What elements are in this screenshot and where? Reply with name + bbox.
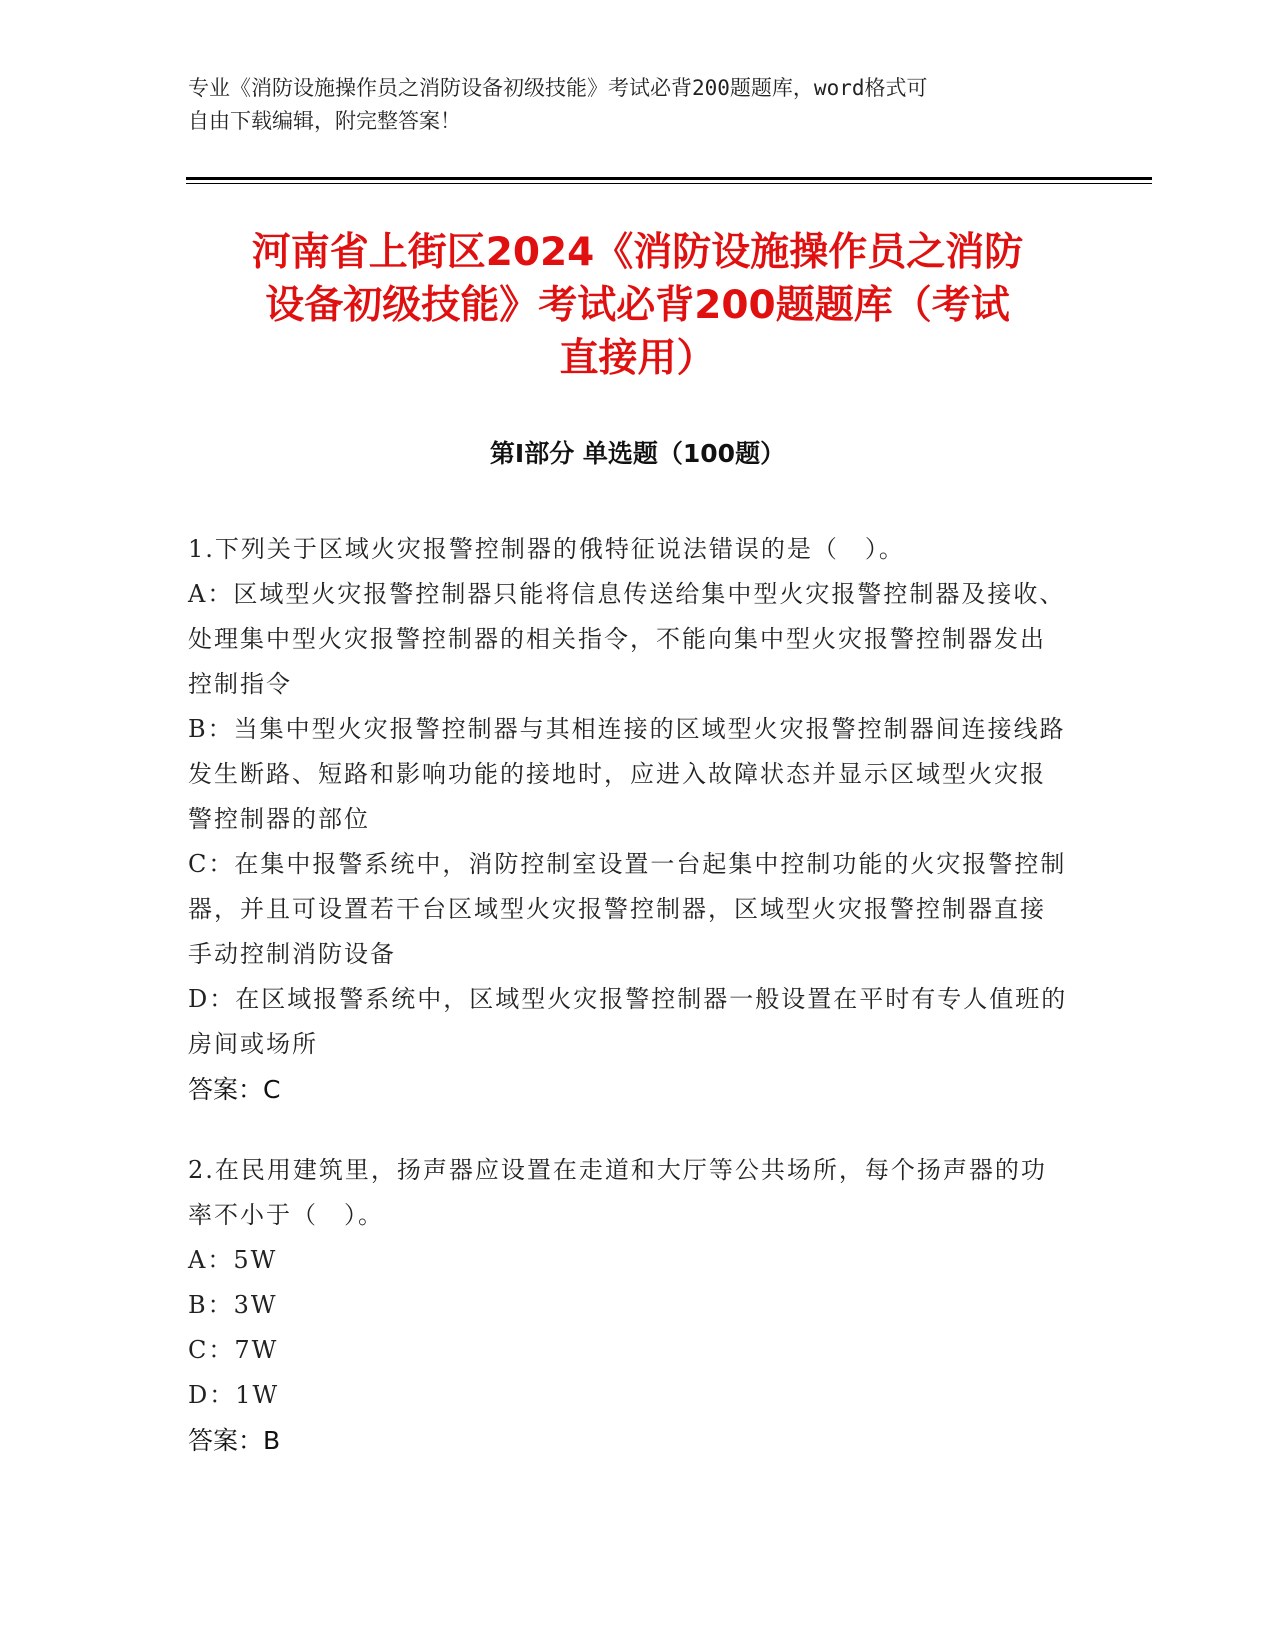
document-title-line-2: 设备初级技能》考试必背200题题库（考试 <box>265 283 1010 328</box>
question-stem: 1.下列关于区域火灾报警控制器的俄特征说法错误的是（ ）。 <box>188 535 905 563</box>
answer-text: 答案：C <box>188 1075 281 1104</box>
option-b: B：当集中型火灾报警控制器与其相连接的区域型火灾报警控制器间连接线路发生断路、短路和影响功能的接地时，应进入故障状态并显示区域型火灾报警控制器的部位 <box>188 715 1066 833</box>
option-a: A：5W <box>188 1246 278 1274</box>
header-note-line-1: 专业《消防设施操作员之消防设备初级技能》考试必背200题题库，word格式可 <box>188 76 928 100</box>
question-item <box>188 527 1068 1112</box>
header-divider-thin <box>186 183 1152 184</box>
question-item <box>188 1148 1068 1463</box>
header-divider-thick <box>186 177 1152 180</box>
option-a: A：区域型火灾报警控制器只能将信息传送给集中型火灾报警控制器及接收、处理集中型火灾报警控制器的相关指令，不能向集中型火灾报警控制器发出控制指令 <box>188 580 1066 698</box>
document-title <box>160 226 1115 385</box>
question-stem: 2.在民用建筑里，扬声器应设置在走道和大厅等公共场所，每个扬声器的功率不小于（ ）。 <box>188 1156 1047 1229</box>
question-list <box>188 527 1068 1499</box>
header-note-line-2: 自由下载编辑，附完整答案！ <box>188 109 461 133</box>
document-title-line-3: 直接用） <box>559 336 716 381</box>
option-c: C：7W <box>188 1336 279 1364</box>
option-c: C：在集中报警系统中，消防控制室设置一台起集中控制功能的火灾报警控制器，并且可设置若干台区域型火灾报警控制器，区域型火灾报警控制器直接手动控制消防设备 <box>188 850 1067 968</box>
option-d: D：在区域报警系统中，区域型火灾报警控制器一般设置在平时有专人值班的房间或场所 <box>188 985 1068 1058</box>
document-title-line-1: 河南省上街区2024《消防设施操作员之消防 <box>251 230 1024 275</box>
option-d: D：1W <box>188 1381 280 1409</box>
answer-text: 答案：B <box>188 1426 281 1455</box>
section-heading: 第Ⅰ部分 单选题（100题） <box>489 439 786 468</box>
option-b: B：3W <box>188 1291 278 1319</box>
header-note <box>188 72 1068 138</box>
